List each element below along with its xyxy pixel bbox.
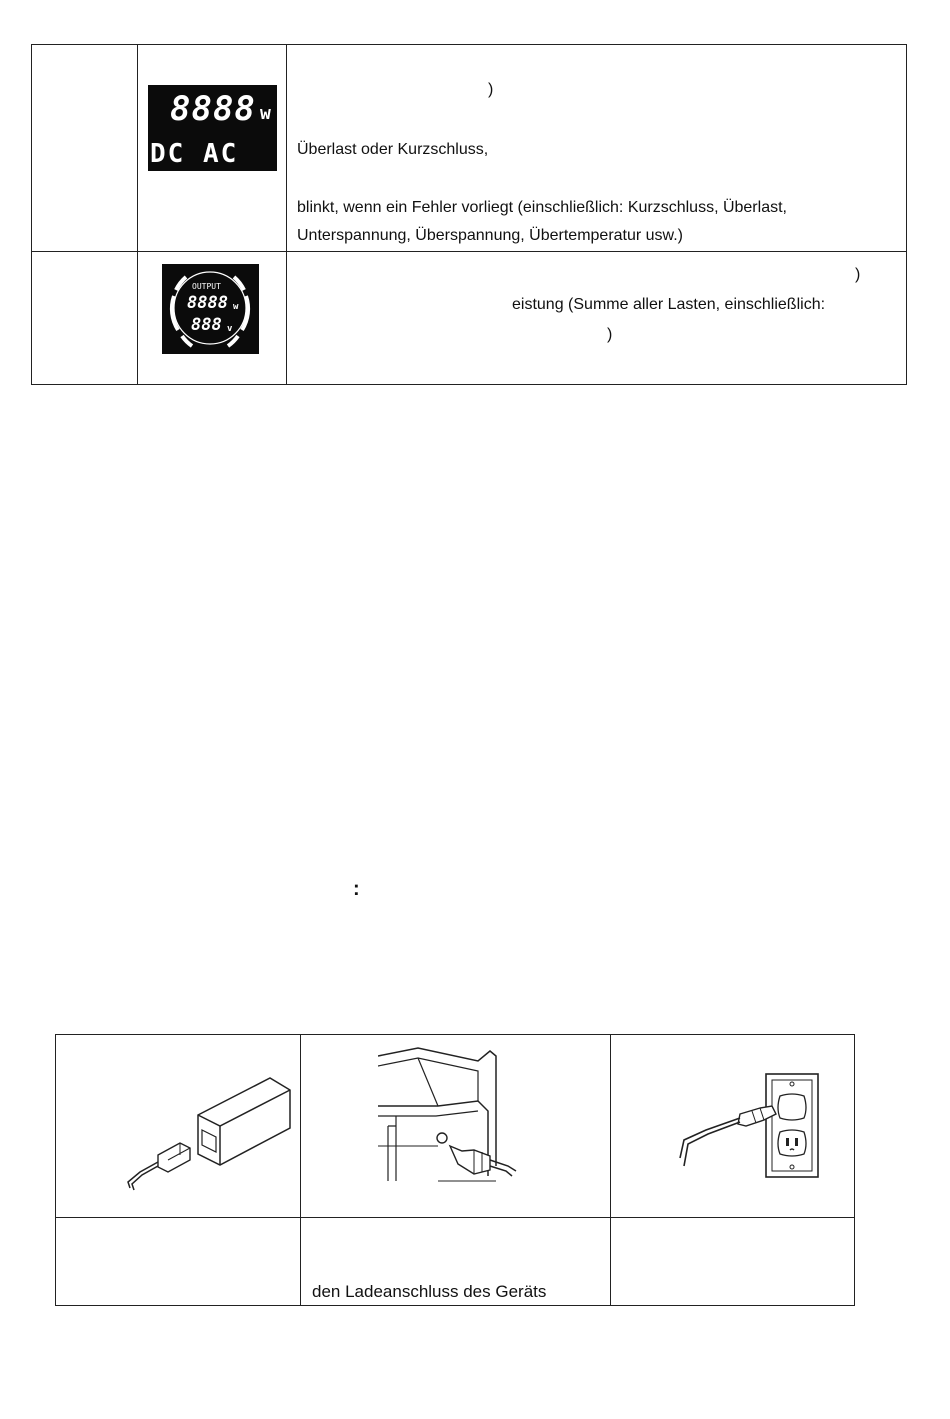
lcd-watt-unit: w — [260, 103, 272, 124]
output-volt-digits: 888 — [191, 315, 222, 335]
output-watt-digits: 8888 — [187, 293, 228, 313]
wall-outlet-illustration — [676, 1072, 836, 1182]
device-charging-port-illustration — [378, 1046, 528, 1186]
output-watt-unit: w — [233, 302, 240, 312]
output-volt-unit: v — [227, 324, 234, 334]
power-adapter-illustration — [110, 1060, 295, 1200]
lcd-mode-labels: DC AC — [150, 139, 239, 169]
lcd-watt-digits: 8888 — [170, 89, 256, 129]
output-display-image — [162, 264, 259, 354]
charging-step-caption: den Ladeanschluss des Geräts — [312, 1282, 547, 1301]
row1-text-line3: Unterspannung, Überspannung, Übertemperatur usw.) — [297, 227, 683, 244]
row2-text-line1: eistung (Summe aller Lasten, einschließlich: — [512, 296, 826, 313]
row1-paren: ) — [488, 81, 494, 98]
row1-text-line1: Überlast oder Kurzschluss, — [297, 141, 489, 158]
output-label: OUTPUT — [192, 282, 221, 291]
row1-text-line2: blinkt, wenn ein Fehler vorliegt (einschließlich: Kurzschluss, Überlast, — [297, 199, 787, 216]
row2-paren1: ) — [855, 266, 861, 283]
row2-paren2: ) — [607, 326, 613, 343]
lcd-display-image — [148, 85, 277, 171]
colon-mark: : — [353, 878, 360, 900]
